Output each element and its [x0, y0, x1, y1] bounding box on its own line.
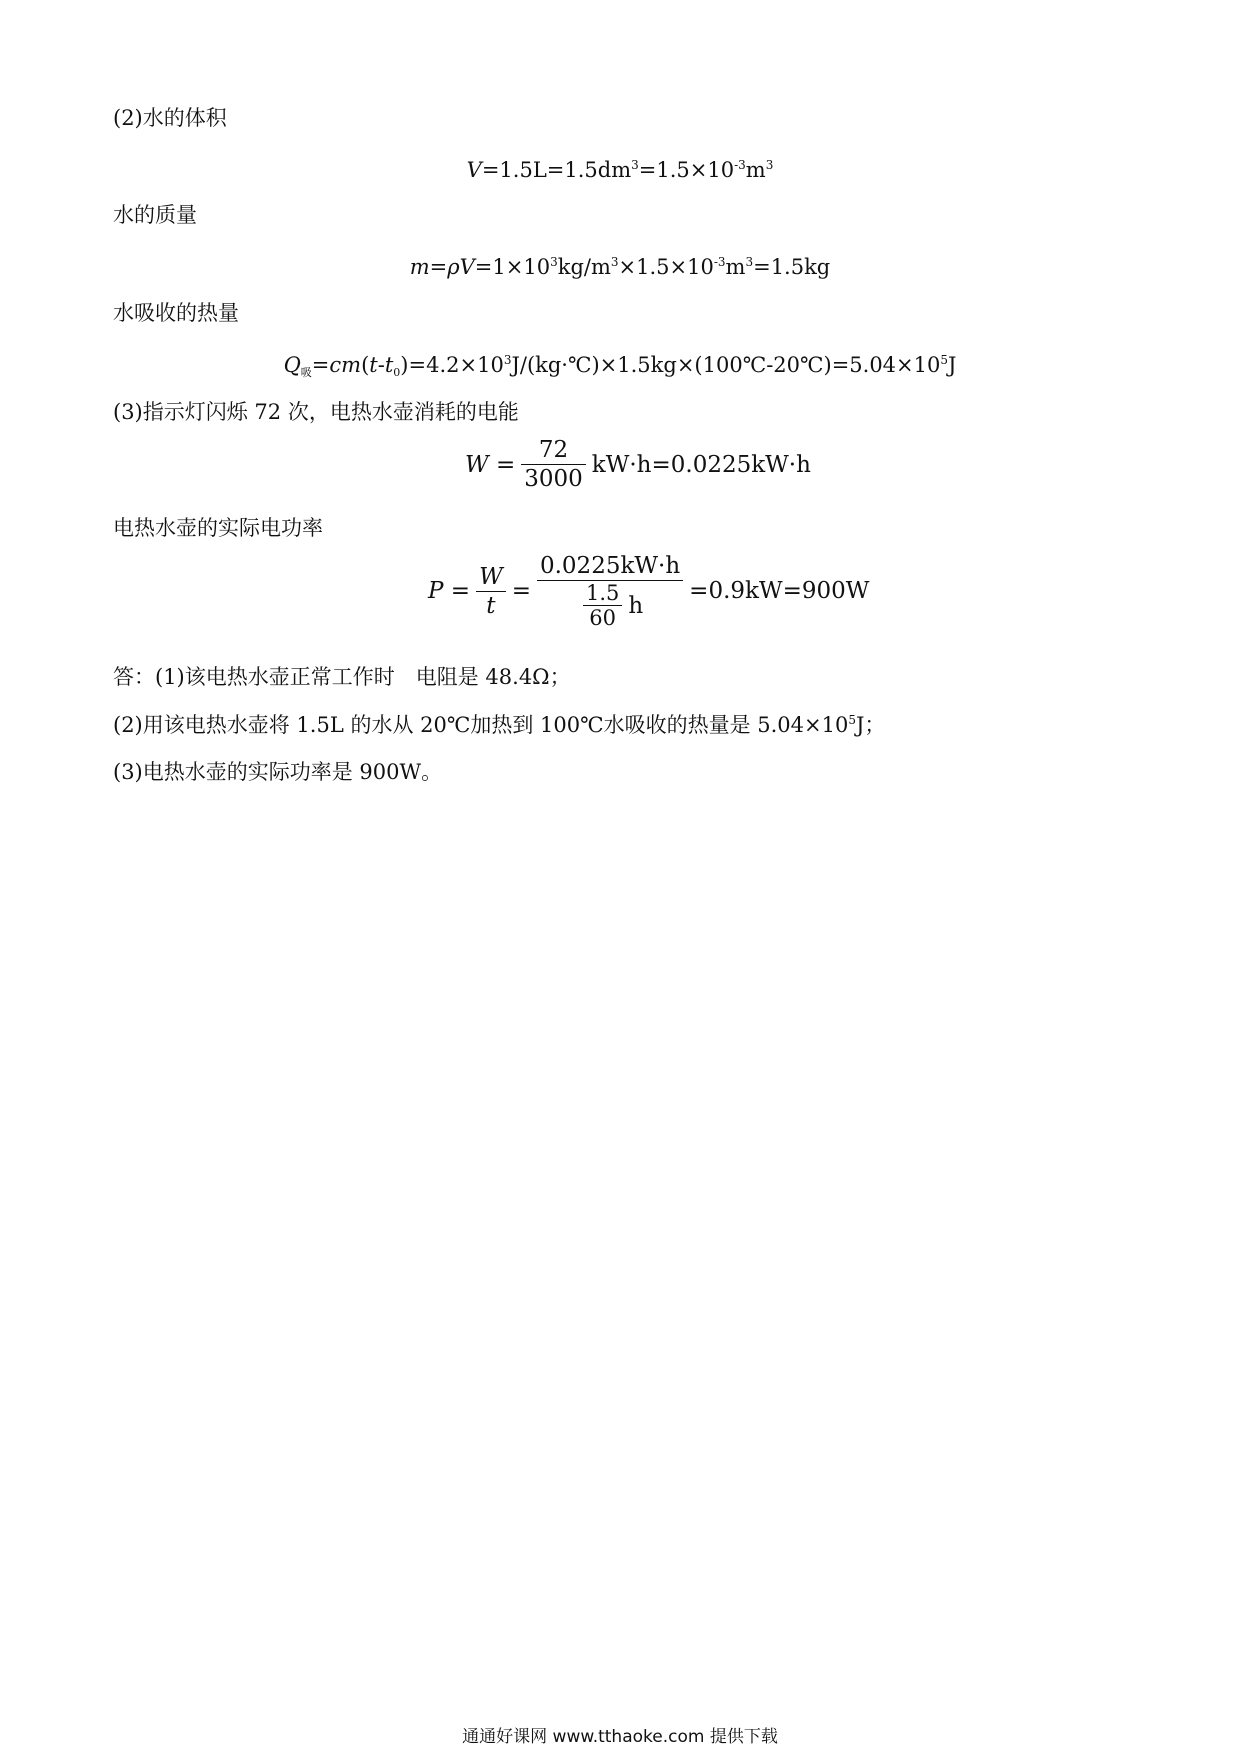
fraction-denominator [574, 581, 646, 630]
eq-text: ( [361, 353, 370, 377]
var-t: t [369, 353, 378, 377]
exponent: 3 [745, 255, 754, 269]
label-water-volume: (2)水的体积 [113, 106, 227, 130]
exponent: 5 [940, 353, 949, 367]
subscript: 吸 [300, 366, 312, 379]
answer-2 [113, 711, 885, 739]
unit: h [628, 592, 644, 619]
var-cm: cm [329, 353, 362, 377]
var-v: V [466, 158, 482, 182]
answer-text: J； [855, 713, 886, 737]
fraction-numerator: 0.0225kW·h [539, 553, 681, 579]
eq-lhs: W = [465, 451, 516, 478]
equation-mass [0, 253, 1240, 281]
eq-rhs: kW·h=0.0225kW·h [591, 451, 811, 478]
eq-text: kg/m [557, 255, 611, 279]
fraction-denominator: 3000 [524, 466, 583, 492]
fraction-numerator: 1.5 [585, 581, 620, 605]
inner-fraction [583, 581, 622, 630]
label-water-mass: 水的质量 [113, 203, 197, 227]
fraction [476, 563, 506, 620]
var-v: V [459, 255, 475, 279]
exponent: 3 [503, 353, 512, 367]
label-energy: (3)指示灯闪烁 72 次，电热水壶消耗的电能 [113, 400, 519, 424]
eq-text: =1.5L=1.5dm [481, 158, 632, 182]
eq-text: J [948, 353, 957, 377]
eq-text: m [725, 255, 746, 279]
fraction-denominator: 60 [589, 606, 617, 630]
footer-credit: 通通好课网 www.tthaoke.com 提供下载 [462, 1727, 778, 1747]
eq-text: =1.5kg [753, 255, 831, 279]
eq-text: - [377, 353, 385, 377]
answer-1: 答：(1)该电热水壶正常工作时 电阻是 48.4Ω； [113, 665, 571, 689]
label-actual-power: 电热水壶的实际电功率 [113, 516, 323, 540]
eq-text: =1×10 [474, 255, 551, 279]
eq-text: m [745, 158, 766, 182]
fraction [537, 552, 683, 630]
var-t0: t [384, 353, 394, 377]
subscript: 0 [393, 366, 401, 379]
eq-text: = [511, 578, 531, 604]
var-rho: ρ [447, 255, 460, 279]
eq-lhs: P = [428, 578, 471, 604]
answer-3: (3)电热水壶的实际功率是 900W。 [113, 760, 443, 784]
exponent: 5 [848, 713, 856, 727]
fraction-denominator: t [486, 592, 496, 619]
equation-volume [0, 156, 1240, 184]
exponent: 3 [610, 255, 619, 269]
var-m: m [409, 255, 430, 279]
equation-heat [0, 351, 1240, 379]
exponent: 3 [631, 158, 639, 172]
eq-text: =1.5×10 [638, 158, 735, 182]
eq-text: = [429, 255, 448, 279]
eq-rhs: =0.9kW=900W [689, 578, 870, 604]
exponent: -3 [734, 158, 746, 172]
exponent: 3 [765, 158, 774, 172]
var-q: Q [283, 353, 301, 377]
fraction [521, 436, 586, 493]
eq-text: )=4.2×10 [400, 353, 504, 377]
eq-text: = [311, 353, 330, 377]
eq-text: J/(kg·℃)×1.5kg×(100℃-20℃)=5.04×10 [511, 353, 941, 377]
exponent: -3 [713, 255, 726, 269]
equation-power [428, 552, 869, 630]
equation-energy [465, 436, 811, 493]
label-heat-absorbed: 水吸收的热量 [113, 301, 239, 325]
answer-text: (2)用该电热水壶将 1.5L 的水从 20℃加热到 100℃水吸收的热量是 5.04×10 [113, 713, 849, 737]
fraction-numerator: W [479, 563, 503, 590]
fraction-numerator: 72 [538, 437, 569, 463]
exponent: 3 [550, 255, 558, 269]
eq-text: ×1.5×10 [618, 255, 714, 279]
